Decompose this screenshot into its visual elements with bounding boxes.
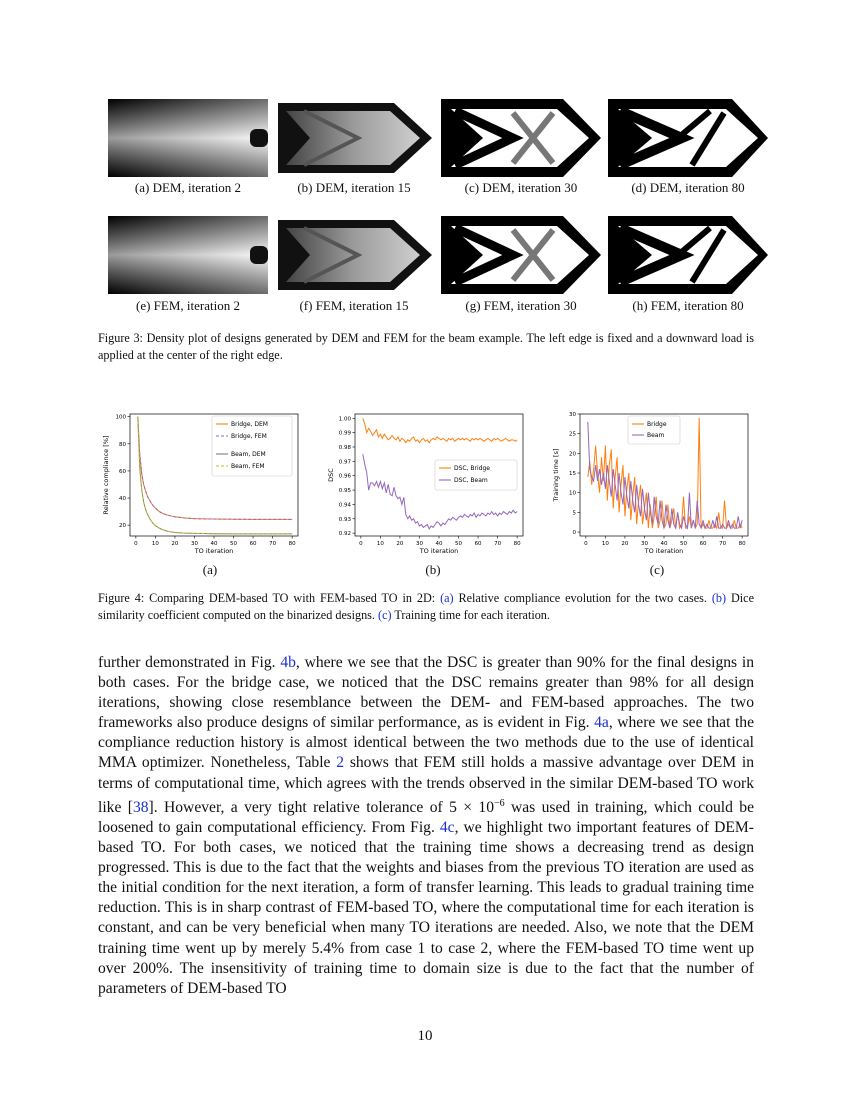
fig3-caption-e: (e) FEM, iteration 2 xyxy=(136,298,240,313)
y-tick-label: 20 xyxy=(119,523,126,530)
legend-label: Bridge, FEM xyxy=(231,433,267,440)
y-tick-label: 100 xyxy=(115,414,126,421)
x-axis-label: TO iteration xyxy=(419,547,459,555)
legend-label: Bridge xyxy=(647,421,667,428)
body-s1: further demonstrated in Fig. xyxy=(98,654,281,671)
x-tick-label: 50 xyxy=(230,541,238,547)
x-tick-label: 50 xyxy=(680,541,688,547)
fig3-panel-a xyxy=(108,99,268,177)
x-tick-label: 0 xyxy=(359,541,363,547)
figure3-caption: Figure 3: Density plot of designs generated by DEM and FEM for the beam example. The left edge is fixed and a downward load is applied at the center of the right edge. xyxy=(98,331,754,362)
fig4-caption-prefix: Figure 4: Comparing DEM-based TO with FEM-based TO in 2D: xyxy=(98,591,441,605)
y-tick-label: 40 xyxy=(119,496,126,503)
x-tick-label: 40 xyxy=(435,541,443,547)
y-tick-label: 30 xyxy=(569,412,576,418)
chart-c xyxy=(550,408,760,558)
x-tick-label: 70 xyxy=(719,541,727,547)
y-tick-label: 80 xyxy=(119,441,126,448)
body-s2: , where we see that the DSC is greater than 90% for the final designs in both cases. For the bridge case, we noticed that the DSC remains greater than 98% for all design iterations, showing close resemblance between the DEM- and FEM-based approaches. The two frameworks also produce designs of similar performance, as is evident in Fig. xyxy=(98,654,754,732)
fig3-caption-g: (g) FEM, iteration 30 xyxy=(465,298,577,313)
fig4-ref-a[interactable]: (a) xyxy=(440,591,454,605)
ref-fig4a[interactable]: 4a xyxy=(594,714,609,732)
x-tick-label: 10 xyxy=(151,541,159,547)
fig3-caption-a: (a) DEM, iteration 2 xyxy=(134,180,242,195)
fig4-ref-b[interactable]: (b) xyxy=(711,591,727,605)
y-tick-label: 0.98 xyxy=(338,445,351,452)
fig3-panel-g xyxy=(441,216,601,294)
x-tick-label: 80 xyxy=(288,541,296,547)
legend-label: Beam xyxy=(647,432,665,439)
fig3-panel-b xyxy=(274,99,434,177)
fig4-sublabel-a: (a) xyxy=(202,562,218,577)
x-tick-label: 50 xyxy=(455,541,463,547)
x-tick-label: 80 xyxy=(738,541,746,547)
fig3-panel-f xyxy=(274,216,434,294)
fig3-panel-e xyxy=(108,216,268,294)
body-s6: was used in training, which could be loosened to gain computational efficiency. From Fig. xyxy=(98,798,755,836)
x-tick-label: 60 xyxy=(699,541,707,547)
fig4-caption-c: Training time for each iteration. xyxy=(391,608,550,622)
legend-label: DSC, Beam xyxy=(454,477,488,484)
x-tick-label: 80 xyxy=(513,541,521,547)
fig3-caption-d: (d) DEM, iteration 80 xyxy=(631,180,745,195)
y-tick-label: 0.96 xyxy=(338,473,351,480)
y-tick-label: 20 xyxy=(569,451,576,458)
x-axis-label: TO iteration xyxy=(194,547,234,555)
fig4-sublabel-c: (c) xyxy=(649,562,665,577)
y-tick-label: 0.94 xyxy=(338,502,351,509)
page-number: 10 xyxy=(417,1028,433,1044)
y-tick-label: 5 xyxy=(572,510,576,517)
fig3-caption-f: (f) FEM, iteration 15 xyxy=(299,298,409,313)
fig3-caption-b: (b) DEM, iteration 15 xyxy=(297,180,411,195)
legend-label: DSC, Bridge xyxy=(454,465,490,472)
x-tick-label: 0 xyxy=(134,541,138,547)
y-tick-label: 15 xyxy=(569,471,576,478)
legend-label: Beam, FEM xyxy=(231,463,265,470)
x-tick-label: 20 xyxy=(171,541,179,547)
fig4-caption-b: Dice similarity coefficient computed on the binarized designs. xyxy=(98,591,754,622)
figure4-caption xyxy=(98,590,754,624)
x-tick-label: 10 xyxy=(376,541,384,547)
x-tick-label: 10 xyxy=(601,541,609,547)
ref-table2[interactable]: 2 xyxy=(336,754,345,772)
tolerance-exponent: −6 xyxy=(494,797,505,809)
x-tick-label: 40 xyxy=(660,541,668,547)
y-tick-label: 0.92 xyxy=(338,531,351,538)
fig3-panel-h xyxy=(608,216,768,294)
y-axis-label: DSC xyxy=(327,468,335,482)
chart-b xyxy=(325,408,535,558)
y-axis-label: Relative compliance [%] xyxy=(102,435,110,515)
legend-label: Beam, DEM xyxy=(231,451,266,458)
y-tick-label: 0.93 xyxy=(338,516,351,523)
x-tick-label: 20 xyxy=(621,541,629,547)
x-tick-label: 30 xyxy=(190,541,198,547)
body-s3: , where we see that the compliance reduction history is almost identical between the two methods due to the use of identical MMA optimizer. Nonetheless, Table xyxy=(98,714,754,772)
ref-citation-38[interactable]: 38 xyxy=(132,798,149,816)
x-tick-label: 60 xyxy=(249,541,257,547)
y-tick-label: 0.99 xyxy=(338,430,351,437)
fig3-caption-c: (c) DEM, iteration 30 xyxy=(464,180,578,195)
x-tick-label: 0 xyxy=(584,541,588,547)
y-tick-label: 0.97 xyxy=(338,459,351,466)
legend-label: Bridge, DEM xyxy=(231,421,268,428)
x-axis-label: TO iteration xyxy=(644,547,684,555)
fig3-panel-c xyxy=(441,99,601,177)
x-tick-label: 40 xyxy=(210,541,218,547)
y-tick-label: 10 xyxy=(569,490,576,497)
x-tick-label: 20 xyxy=(396,541,404,547)
x-tick-label: 60 xyxy=(474,541,482,547)
ref-fig4b[interactable]: 4b xyxy=(280,654,296,671)
fig4-caption-a: Relative compliance evolution for the two cases. xyxy=(453,591,712,605)
y-tick-label: 60 xyxy=(119,468,126,475)
chart-a xyxy=(100,408,310,558)
fig4-ref-c[interactable]: (c) xyxy=(378,608,392,622)
y-tick-label: 0.95 xyxy=(338,488,351,495)
series-line-0 xyxy=(363,418,517,442)
y-tick-label: 25 xyxy=(569,431,576,438)
body-s5: ]. However, a very tight relative tolerance of xyxy=(148,798,450,816)
y-tick-label: 0 xyxy=(572,530,576,537)
x-tick-label: 70 xyxy=(494,541,502,547)
tolerance-base: 5 × 10 xyxy=(449,798,494,816)
x-tick-label: 70 xyxy=(269,541,277,547)
fig4-sublabel-b: (b) xyxy=(425,562,441,577)
ref-fig4c[interactable]: 4c xyxy=(439,818,455,836)
fig3-panel-d xyxy=(608,99,768,177)
body-s7: , we highlight two important features of DEM-based TO. For both cases, we noticed that the training time shows a decreasing trend as design progressed. This is due to the fact that the weights and biases from the previous TO iteration are used as the initial condition for the next iteration, a form of transfer learning. This leads to gradual training time reduction. This is in sharp contrast of FEM-based TO, where the computational time for each iteration is constant, and can be very beneficial when many TO iterations are needed. Also, we note that the DEM training time went up by merely 5.4% from case 1 to case 2, where the FEM-based TO time went up over 200%. The insensitivity of training time to domain size is due to the fact that the number of parameters of DEM-based TO xyxy=(98,818,754,997)
x-tick-label: 30 xyxy=(415,541,423,547)
fig3-caption-h: (h) FEM, iteration 80 xyxy=(632,298,744,313)
y-axis-label: Training time [s] xyxy=(552,448,560,502)
x-tick-label: 30 xyxy=(640,541,648,547)
body-paragraph xyxy=(98,653,754,999)
y-tick-label: 1.00 xyxy=(338,416,351,423)
body-s4: shows that FEM still holds a massive advantage over DEM in terms of computational time, which agrees with the trends observed in the similar DEM-based TO work like [ xyxy=(98,754,754,816)
